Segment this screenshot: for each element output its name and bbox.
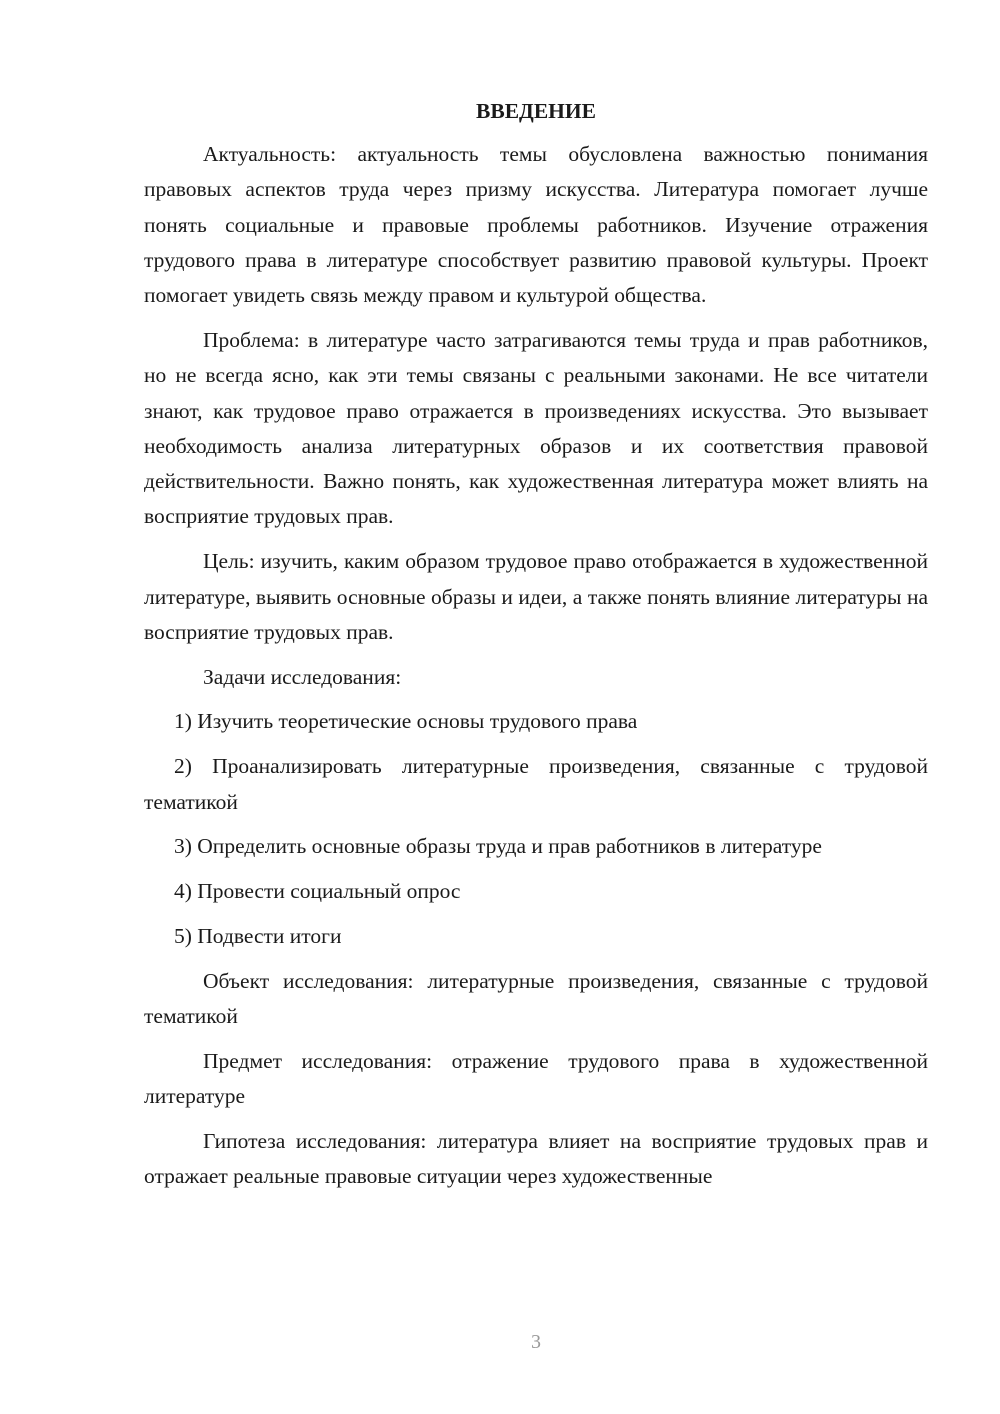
task-item-5: 5) Подвести итоги [174,923,342,948]
paragraph-goal: Цель: изучить, каким образом трудовое право отображается в художественной литературе, выявить основные образы и идеи, а также понять влияние литературы на восприятие трудовых прав. [144,549,928,644]
paragraph-relevance: Актуальность: актуальность темы обусловлена важностью понимания правовых аспектов труда через призму искусства. Литература помогает лучше понять социальные и правовые проблемы работников. Изучение отражения трудового права в литературе способствует развитию правовой культуры. Проект помогает увидеть связь между правом и культурой общества. [144,142,928,308]
task-item-4: 4) Провести социальный опрос [174,879,461,904]
paragraph-subject: Предмет исследования: отражение трудового права в художественной литературе [144,1048,928,1109]
paragraph-object: Объект исследования: литературные произведения, связанные с трудовой тематикой [144,968,928,1029]
paragraph-hypothesis: Гипотеза исследования: литература влияет на восприятие трудовых прав и отражает реальные правовые ситуации через художественные [144,1128,928,1189]
section-title: ВВЕДЕНИЕ [476,99,596,123]
task-item-2: 2) Проанализировать литературные произведения, связанные с трудовой тематикой [144,754,928,814]
task-item-1: 1) Изучить теоретические основы трудового права [174,709,638,734]
document-page [144,94,928,1204]
tasks-heading: Задачи исследования: [203,664,402,689]
page-number: 3 [531,1331,541,1353]
task-item-3: 3) Определить основные образы труда и прав работников в литературе [174,834,822,859]
paragraph-problem: Проблема: в литературе часто затрагиваются темы труда и прав работников, но не всегда ясно, как эти темы связаны с реальными законами. Не все читатели знают, как трудовое право отражается в произведениях искусства. Это вызывает необходимость анализа литературных образов и их соответствия правовой действительности. Важно понять, как художественная литература может влиять на восприятие трудовых прав. [144,327,928,529]
